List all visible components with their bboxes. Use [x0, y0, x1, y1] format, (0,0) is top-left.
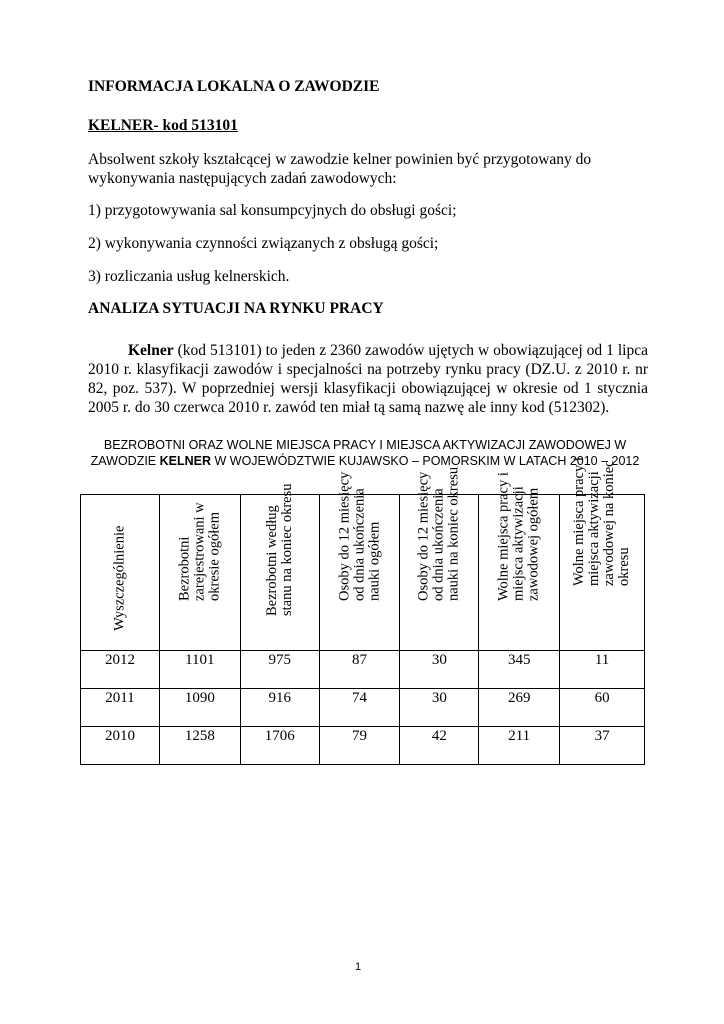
column-header-3: [240, 483, 319, 651]
page-title: INFORMACJA LOKALNA O ZAWODZIE: [88, 78, 380, 95]
table-cell: 1706: [240, 727, 319, 765]
table-cell: 1090: [159, 689, 240, 727]
table-row: [81, 651, 645, 689]
table-cell: 60: [560, 689, 645, 727]
column-header-line: od dnia ukończenia: [430, 488, 447, 601]
page-number: 1: [355, 961, 362, 973]
table-cell: 916: [240, 689, 319, 727]
task-1: 1) przygotowywania sal konsumpcyjnych do obsługi gości;: [88, 202, 457, 219]
column-header-text: [572, 457, 632, 586]
column-header-text: [337, 472, 382, 601]
table-cell: 30: [400, 689, 479, 727]
column-header-line: od dnia ukończenia: [351, 488, 368, 601]
table-cell: 79: [319, 727, 400, 765]
table-header-row: [81, 495, 645, 651]
column-header-6: [479, 472, 560, 651]
task-2: 2) wykonywania czynności związanych z obsługą gości;: [88, 235, 439, 252]
column-header-1: [81, 495, 160, 651]
column-header-line: Wolne miejsca pracy i: [571, 457, 588, 586]
column-header-line: zarejestrowani w: [191, 502, 208, 601]
column-header-line: Wyszczególnienie: [111, 525, 128, 631]
column-header-line: Osoby do 12 miesięcy: [415, 471, 432, 601]
column-header-line: okresie ogółem: [206, 512, 223, 601]
table-cell: 2011: [81, 689, 160, 727]
table-cell: 2012: [81, 651, 160, 689]
table-cell: 345: [479, 651, 560, 689]
table-caption: [90, 437, 640, 469]
table-row: [81, 727, 645, 765]
table-cell: 211: [479, 727, 560, 765]
column-header-text: [265, 484, 295, 616]
column-header-4: [319, 471, 400, 651]
analysis-heading: ANALIZA SYTUACJI NA RYNKU PRACY: [88, 300, 384, 317]
column-header-line: Bezrobotni według: [263, 505, 280, 616]
column-header-line: nauki ogółem: [366, 521, 383, 601]
column-header-line: miejsca aktywizacji: [510, 486, 527, 601]
intro-line-2: wykonywania następujących zadań zawodowych:: [88, 170, 397, 187]
column-header-line: okresu: [616, 547, 633, 586]
column-header-line: Bezrobotni: [176, 536, 193, 601]
caption-line-1: BEZROBOTNI ORAZ WOLNE MIEJSCA PRACY I MIEJSCA AKTYWIZACJI ZAWODOWEJ W: [103, 438, 627, 452]
column-header-line: zawodowej ogółem: [525, 487, 542, 601]
column-header-line: Osoby do 12 miesięcy: [336, 471, 353, 601]
table-cell: 1101: [159, 651, 240, 689]
column-header-5: [400, 466, 479, 651]
analysis-paragraph: [88, 341, 648, 417]
caption-line-2: ZAWODZIE KELNER W WOJEWÓDZTWIE KUJAWSKO – POMORSKIM W LATACH 2010 – 2012: [90, 454, 640, 468]
column-header-text: [417, 467, 462, 601]
table-cell: 269: [479, 689, 560, 727]
analysis-text: (kod 513101) to jeden z 2360 zawodów ujętych w obowiązującej od 1 lipca 2010 r. klasyfikacji zawodów i specjalności na potrzeby rynku pracy (DZ.U. z 2010 r. nr 82, poz. 537). W poprzedniej wersji klasyfikacji obowiązującej w okresie od 1 stycznia 2005 r. do 30 czerwca 2010 r. zawód ten miał tą samą nazwę ale inny kod (512302).: [88, 342, 648, 416]
profession-heading: KELNER- kod 513101: [88, 117, 238, 134]
table-cell: 30: [400, 651, 479, 689]
column-header-2: [159, 495, 240, 651]
column-header-line: zawodowej na koniec: [601, 460, 618, 586]
table-cell: 37: [560, 727, 645, 765]
column-header-line: miejsca aktywizacji: [586, 471, 603, 586]
table-cell: 42: [400, 727, 479, 765]
task-3: 3) rozliczania usług kelnerskich.: [88, 268, 290, 285]
table-cell: 2010: [81, 727, 160, 765]
table-body: [81, 651, 645, 765]
column-header-text: [112, 526, 127, 631]
table-cell: 87: [319, 651, 400, 689]
table-cell: 11: [560, 651, 645, 689]
column-header-text: [497, 472, 542, 601]
table-cell: 74: [319, 689, 400, 727]
intro-paragraph: [88, 150, 648, 188]
table-row: [81, 689, 645, 727]
intro-line-1: Absolwent szkoły kształcącej w zawodzie kelner powinien być przygotowany do: [88, 151, 592, 168]
analysis-lead: Kelner: [128, 342, 174, 359]
column-header-line: stanu na koniec okresu: [278, 483, 295, 616]
column-header-line: nauki na koniec okresu: [445, 466, 462, 601]
table-cell: 1258: [159, 727, 240, 765]
column-header-7: [560, 457, 645, 651]
table-cell: 975: [240, 651, 319, 689]
column-header-line: Wolne miejsca pracy i: [495, 472, 512, 601]
column-header-text: [177, 502, 222, 601]
